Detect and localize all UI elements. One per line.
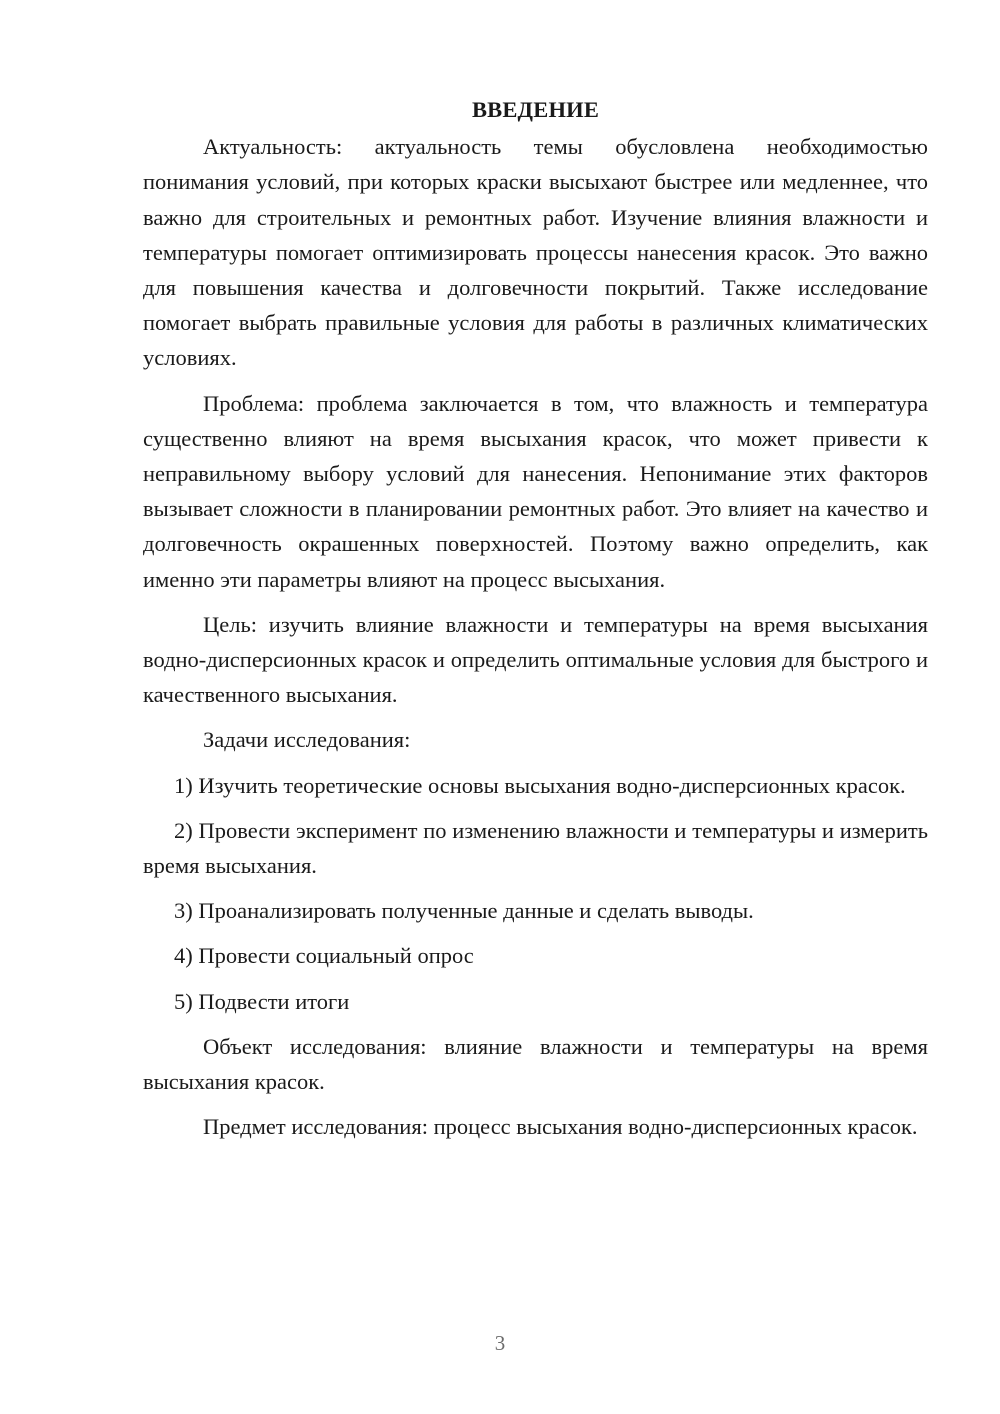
page-content xyxy=(143,92,928,1154)
task-item-5: 5) Подвести итоги xyxy=(174,988,350,1014)
task-item-1: 1) Изучить теоретические основы высыхания водно-дисперсионных красок. xyxy=(174,772,906,798)
tasks-heading: Задачи исследования: xyxy=(203,727,411,753)
section-title: ВВЕДЕНИЕ xyxy=(471,97,600,122)
subject-paragraph: Предмет исследования: процесс высыхания водно-дисперсионных красок. xyxy=(203,1114,918,1140)
task-item-3: 3) Проанализировать полученные данные и сделать выводы. xyxy=(174,898,754,924)
page-number: 3 xyxy=(494,1331,506,1355)
tasks-list xyxy=(143,768,928,1019)
task-item-4: 4) Провести социальный опрос xyxy=(174,943,474,969)
problem-paragraph: Проблема: проблема заключается в том, что влажность и температура существенно влияют на время высыхания красок, что может привести к неправильному выбору условий для нанесения. Непонимание этих факторов вызывает сложности в планировании ремонтных работ. Это влияет на качество и долговечность окрашенных поверхностей. Поэтому важно определить, как именно эти параметры влияют на процесс высыхания. xyxy=(143,390,928,592)
object-paragraph: Объект исследования: влияние влажности и температуры на время высыхания красок. xyxy=(143,1033,928,1095)
relevance-paragraph: Актуальность: актуальность темы обусловлена необходимостью понимания условий, при которых краски высыхают быстрее или медленнее, что важно для строительных и ремонтных работ. Изучение влияния влажности и температуры помогает оптимизировать процессы нанесения красок. Это важно для повышения качества и долговечности покрытий. Также исследование помогает выбрать правильные условия для работы в различных климатических условиях. xyxy=(143,134,928,371)
task-item-2: 2) Провести эксперимент по изменению влажности и температуры и измерить время высыхания. xyxy=(143,817,928,879)
goal-paragraph: Цель: изучить влияние влажности и температуры на время высыхания водно-дисперсионных красок и определить оптимальные условия для быстрого и качественного высыхания. xyxy=(143,611,928,708)
